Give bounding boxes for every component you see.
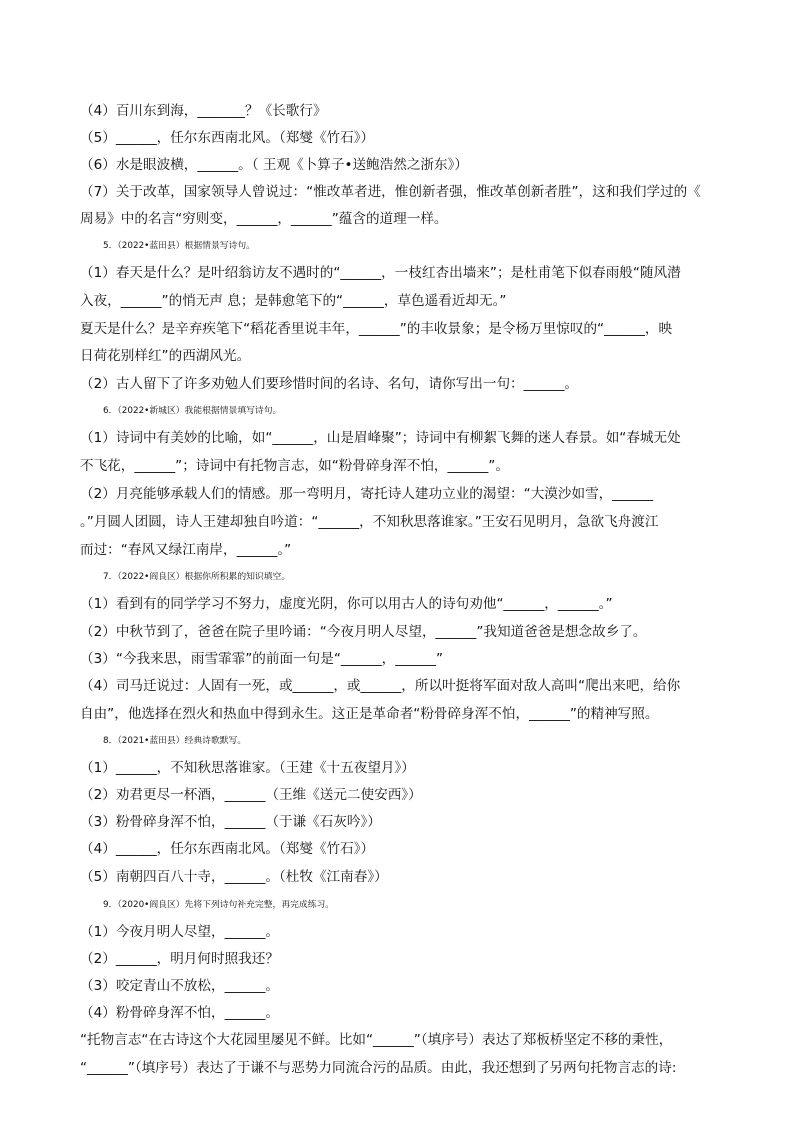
text-line: （4）______，任尔东西南北风。（郑燮《竹石》） [80, 841, 375, 857]
text-line: （2）中秋节到了，爸爸在院子里吟诵：“今夜月明人尽望，______”我知道爸爸是想念故乡了。 [80, 624, 647, 640]
text-line: （4）粉骨碎身浑不怕，______。 [80, 1005, 279, 1021]
text-line: 夏天是什么？是辛弃疾笔下“稻花香里说丰年，______”的丰收景象；是令杨万里惊叹的“______，映 [80, 321, 673, 337]
text-line: 而过：“春风又绿江南岸，______。” [80, 542, 292, 558]
text-line: 自由”，他选择在烈火和热血中得到永生。这正是革命者“粉骨碎身浑不怕，______”的精神写照。 [80, 706, 659, 722]
text-line: （1）______，不知秋思落谁家。（王建《十五夜望月》） [80, 760, 415, 776]
text-line: （3）粉骨碎身浑不怕，______（于谦《石灰吟》） [80, 814, 381, 830]
text-line: （4）百川东到海，_______？《长歌行》 [80, 103, 327, 119]
question-heading: 9．（2020•阎良区）先将下列诗句补充完整，再完成练习。 [103, 900, 335, 910]
question-heading: 8．（2021•蓝田县）经典诗歌默写。 [103, 736, 247, 746]
text-line: （2）劝君更尽一杯酒，______（王维《送元二使安西》） [80, 787, 422, 803]
question-heading: 5．（2022•蓝田县）根据情景写诗句。 [103, 241, 255, 251]
text-line: 。”月圆人团圆，诗人王建却独自吟道：“______，不知秋思落谁家。”王安石见明月，急欲飞舟渡江 [80, 514, 659, 530]
text-line: （5）______，任尔东西南北风。（郑燮《竹石》） [80, 130, 375, 146]
text-line: （2）______，明月何时照我还？ [80, 951, 279, 967]
text-line: 不飞花，______”；诗词中有托物言志，如“粉骨碎身浑不怕，______”。 [80, 458, 509, 474]
text-line: （6）水是眼波横，______。（ 王观《卜算子•送鲍浩然之浙东》） [80, 157, 469, 173]
text-line: （3）咬定青山不放松，______。 [80, 978, 279, 994]
text-line: “______”（填序号）表达了于谦不与恶势力同流合污的品质。由此，我还想到了另两句托物言志的诗: [80, 1060, 677, 1076]
text-line: 日荷花别样红”的西湖风光。 [80, 348, 251, 364]
question-heading: 7．（2022•阎良区）根据你所积累的知识填空。 [103, 572, 291, 582]
text-line: “托物言志“在古诗这个大花园里屡见不鲜。比如“______”（填序号）表达了郑板桥坚定不移的秉性， [80, 1032, 673, 1048]
text-line: （3）“今我来思，雨雪霏霏”的前面一句是“______，______” [80, 651, 444, 667]
question-heading: 6．（2022•新城区）我能根据情景填写诗句。 [103, 406, 282, 416]
text-line: （1）诗词中有美妙的比喻，如“______，山是眉峰聚”；诗词中有柳絮飞舞的迷人春景。如“春城无处 [80, 430, 681, 446]
text-line: （1）今夜月明人尽望，______。 [80, 924, 279, 940]
text-line: （7）关于改革，国家领导人曾说过：“惟改革者进，惟创新者强，惟改革创新者胜”，这和我们学过的《 [80, 184, 701, 200]
text-line: （2）古人留下了许多劝勉人们要珍惜时间的名诗、名句，请你写出一句：______。 [80, 376, 579, 392]
text-line: （1）春天是什么？是叶绍翁访友不遇时的“______，一枝红杏出墙来”；是杜甫笔下似春雨般“随风潜 [80, 265, 681, 281]
text-line: 周易》中的名言“穷则变，______，______”蕴含的道理一样。 [80, 211, 448, 227]
text-line: （4）司马迁说过：人固有一死，或______，或______，所以叶挺将军面对敌人高叫“爬出来吧，给你 [80, 678, 681, 694]
text-line: （2）月亮能够承载人们的情感。那一弯明月，寄托诗人建功立业的渴望：“大漠沙如雪，______ [80, 486, 654, 502]
text-line: （1）看到有的同学学习不努力，虚度光阴，你可以用古人的诗句劝他“______，______。” [80, 596, 613, 612]
text-line: 入夜，______”的悄无声 息；是韩愈笔下的“______，草色遥看近却无。” [80, 293, 507, 309]
text-line: （5）南朝四百八十寺，______。（杜牧《江南春》） [80, 869, 388, 885]
